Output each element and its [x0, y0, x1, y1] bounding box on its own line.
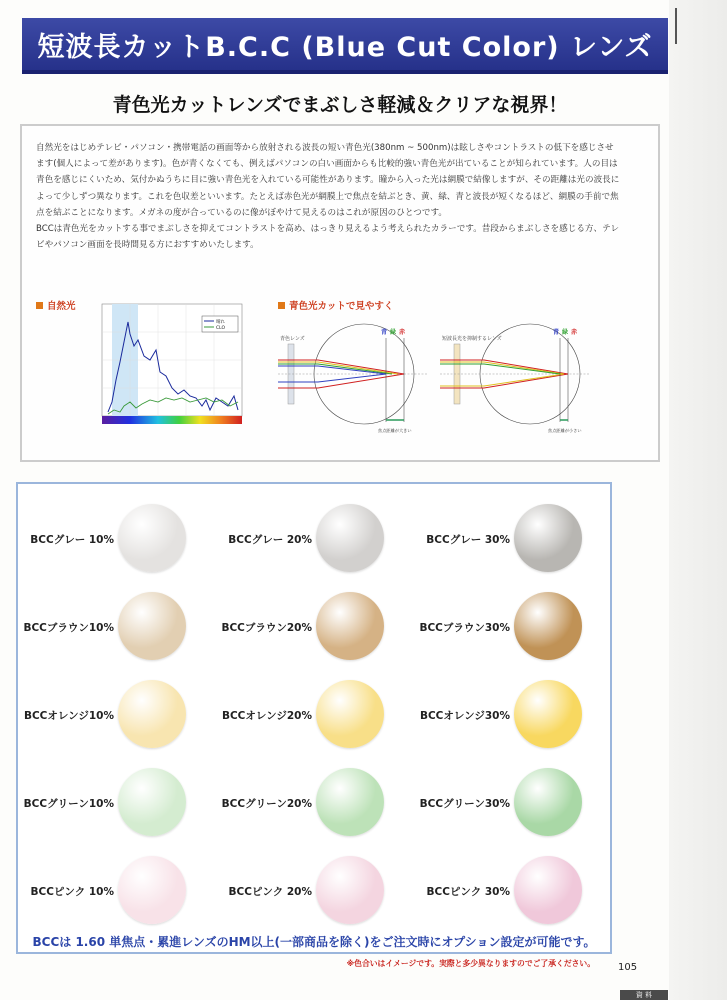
swatch-label: BCCオレンジ10% — [23, 710, 114, 722]
natural-light-heading: 自然光 — [36, 298, 76, 312]
lens-color-sample — [316, 592, 384, 660]
lens-color-sample — [118, 856, 186, 924]
bullet-square-icon — [36, 302, 43, 309]
swatch-label: BCCブラウン10% — [23, 622, 114, 634]
lens-swatch — [18, 670, 216, 758]
lens-color-sample — [118, 592, 186, 660]
color-disclaimer: ※色合いはイメージです。実際と多少異なりますのでご了承ください。 — [346, 959, 595, 968]
swatch-label: BCCグレー 20% — [228, 534, 312, 546]
swatch-label: BCCピンク 20% — [228, 886, 312, 898]
swatch-label: BCCグリーン20% — [221, 798, 312, 810]
lens-swatch — [216, 582, 414, 670]
swatch-panel — [16, 482, 612, 954]
lens-label: 短波長光を抑制するレンズ — [442, 336, 502, 342]
lens-swatch — [216, 670, 414, 758]
lens-swatch — [414, 846, 612, 934]
swatch-label: BCCグリーン10% — [23, 798, 114, 810]
lens-swatch — [18, 846, 216, 934]
info-box — [20, 124, 660, 462]
lens-swatch — [18, 758, 216, 846]
lens-label: 青色レンズ — [280, 336, 305, 342]
intro-text — [36, 140, 622, 253]
availability-note: BCCは 1.60 単焦点・累進レンズのHM以上(一部商品を除く)をご注文時にオプション設定が可能です。 — [32, 934, 596, 949]
lens-swatch — [216, 846, 414, 934]
intro-paragraph: BCCは青色光をカットする事でまぶしさを抑えてコントラストを高め、はっきり見えるよう考えられたカラーです。昔段からまぶしさを感じる方、テレビやパソコン画面を長時間見る方におすすめいたします。 — [36, 224, 620, 251]
lens-color-sample — [118, 680, 186, 748]
lens-swatch — [414, 582, 612, 670]
lens-swatch — [18, 582, 216, 670]
intro-paragraph: 自然光をはじめテレビ・パソコン・携帯電話の画面等から放射される波長の短い青色光(380nm ~ 500nm)は眩しさやコントラストの低下を感じさせます(個人によって差があります)。色が青くなくても、例えばパソコンの白い画面からも比較的強い青色光が出ていることが知られています。人の目は青色を感じにくいため、気付かぬうちに目に強い青色光を入れている可能性があります。瞳から入った光は網膜で結像しますが、その距離は光の波長によって少しずつ異なります。これを色収差といいます。たとえば赤色光が網膜上で焦点を結ぶとき、黄、緑、青と波長が短くなるほど、網膜の手前で焦点を結ぶことになります。メガネの度が合っているのに像がぼやけて見えるのはこれが原因のひとつです。 — [36, 143, 620, 218]
swatch-label: BCCグリーン30% — [419, 798, 510, 810]
lens-swatch — [216, 758, 414, 846]
spectrum-chart — [94, 302, 250, 426]
lens-swatch — [414, 670, 612, 758]
color-label-red: 赤 — [399, 329, 406, 336]
color-label-green: 緑 — [390, 329, 397, 336]
color-label-blue: 青 — [553, 329, 560, 336]
lens-color-sample — [316, 768, 384, 836]
lens-swatch — [18, 494, 216, 582]
focus-note: 焦点距離が大きい — [378, 428, 412, 433]
focus-note: 焦点距離が小さい — [548, 428, 582, 433]
page-subtitle: 青色光カットレンズでまぶしさ軽減＆クリアな視界！ — [112, 94, 568, 116]
lens-swatch — [216, 494, 414, 582]
swatch-label: BCCブラウン30% — [419, 622, 510, 634]
lens-color-sample — [118, 504, 186, 572]
color-label-green: 緑 — [562, 329, 569, 336]
legend-label: CLO — [216, 326, 226, 331]
page-edge-mark — [675, 8, 677, 44]
lens-swatch — [414, 758, 612, 846]
lens-swatch — [414, 494, 612, 582]
page-number: 105 — [618, 962, 638, 973]
lens-color-sample — [316, 680, 384, 748]
swatch-label: BCCピンク 30% — [426, 886, 510, 898]
lens-color-sample — [514, 592, 582, 660]
swatch-label: BCCオレンジ30% — [419, 710, 510, 722]
page-title: 短波長カットB.C.C (Blue Cut Color) レンズ — [37, 31, 653, 63]
focus-diagram-standard — [278, 322, 443, 442]
lens-color-sample — [514, 856, 582, 924]
color-label-blue: 青 — [381, 329, 388, 336]
swatch-label: BCCピンク 10% — [30, 886, 114, 898]
lens-color-sample — [514, 504, 582, 572]
page-edge — [669, 0, 727, 1000]
lens-color-sample — [514, 680, 582, 748]
header-bar — [22, 18, 668, 74]
swatch-label: BCCオレンジ20% — [221, 710, 312, 722]
swatch-label: BCCグレー 30% — [426, 534, 510, 546]
swatch-label: BCCブラウン20% — [221, 622, 312, 634]
swatch-label: BCCグレー 10% — [30, 534, 114, 546]
lens-color-sample — [514, 768, 582, 836]
lens-color-sample — [118, 768, 186, 836]
legend-label: 晴れ — [216, 320, 225, 325]
color-label-red: 赤 — [571, 329, 578, 336]
lens-color-sample — [316, 856, 384, 924]
section-tab: 資 料 — [620, 990, 668, 1000]
focus-diagram-bluecut — [440, 322, 605, 442]
lens-color-sample — [316, 504, 384, 572]
blue-cut-heading: 青色光カットで見やすく — [278, 298, 393, 312]
bullet-square-icon — [278, 302, 285, 309]
